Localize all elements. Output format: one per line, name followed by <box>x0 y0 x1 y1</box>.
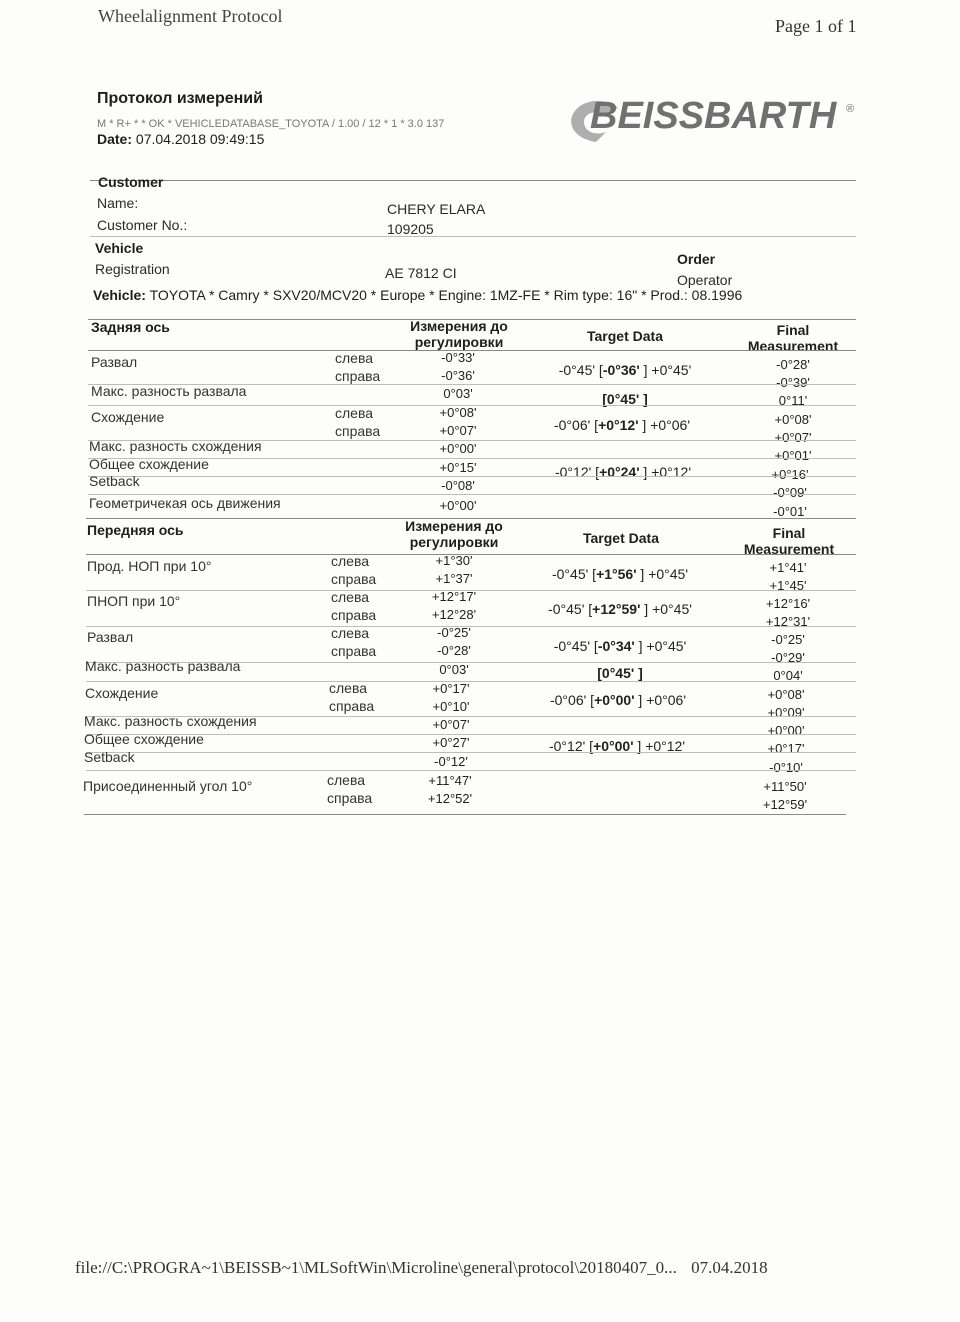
front-col-measured <box>384 518 524 550</box>
footer-path: file://C:\PROGRA~1\BEISSB~1\MLSoftWin\Microline\general\protocol\20180407_0... <box>75 1258 677 1277</box>
front-setback-final: -0°10' <box>769 760 803 775</box>
front-included-left-value: +11°47' <box>428 773 472 788</box>
rear-camber-final-right: -0°39' <box>776 375 810 390</box>
front-total-toe-label: Общее схождение <box>84 731 204 747</box>
rear-camber-target <box>525 362 725 378</box>
front-sai-target <box>520 601 720 617</box>
front-caster-right-side: справа <box>331 571 377 587</box>
target-nominal: +0°00' <box>593 738 634 754</box>
rear-camber-diff-final: 0°11' <box>778 393 808 408</box>
rear-toe-diff-label: Макс. разность схождения <box>89 438 262 454</box>
divider <box>88 476 856 477</box>
front-col-final <box>729 525 849 557</box>
rear-col-measured <box>389 318 529 350</box>
front-toe-label: Схождение <box>85 685 159 701</box>
rear-camber-right-side: справа <box>335 368 381 384</box>
front-camber-final-left: -0°25' <box>771 632 805 647</box>
front-setback-value: -0°12' <box>434 754 468 769</box>
target-nominal: +12°59' <box>592 601 641 617</box>
rear-total-toe-value: +0°15' <box>439 460 477 475</box>
front-sai-final-left: +12°16' <box>765 596 811 611</box>
footer-file-path <box>75 1258 768 1278</box>
target-min: -0°06' [ <box>553 417 599 433</box>
front-sai-label: ПНОП при 10° <box>87 593 181 609</box>
rear-camber-diff-target: [0°45' ] <box>602 391 648 407</box>
rear-total-toe-final: +0°16' <box>771 467 809 482</box>
vehicle-description <box>93 287 742 303</box>
database-info: M * R+ * * OK * VEHICLEDATABASE_TOYOTA / 1.00 / 12 * 1 * 3.0 137 <box>97 118 445 130</box>
customer-name-value: CHERY ELARA <box>387 201 486 217</box>
front-camber-diff-value: 0°03' <box>439 662 469 677</box>
rear-camber-left-value: -0°33' <box>441 350 475 365</box>
rear-setback-label: Setback <box>89 473 140 489</box>
front-toe-final-left: +0°08' <box>767 687 805 702</box>
front-included-final-right: +12°59' <box>762 797 808 812</box>
target-nominal: +0°12' <box>598 417 639 433</box>
footer-date: 07.04.2018 <box>691 1258 768 1277</box>
logo-registered-mark: ® <box>846 103 855 115</box>
divider <box>86 770 856 771</box>
rear-toe-right-value: +0°07' <box>439 423 477 438</box>
front-toe-left-side: слева <box>329 680 368 696</box>
print-header-title: Wheelalignment Protocol <box>98 6 283 26</box>
target-min: -0°45' [ <box>551 566 597 582</box>
front-caster-target <box>520 566 720 582</box>
front-camber-label: Развал <box>87 629 134 645</box>
customer-section-title: Customer <box>98 174 164 190</box>
front-included-right-side: справа <box>327 790 373 806</box>
target-max: ] +0°45' <box>640 601 692 617</box>
registration-label: Registration <box>95 261 170 277</box>
customer-name-label: Name: <box>97 195 139 211</box>
target-min: -0°45' [ <box>558 362 603 378</box>
front-toe-right-value: +0°10' <box>432 699 470 714</box>
target-min: -0°45' [ <box>553 638 598 654</box>
target-nominal: -0°34' <box>597 638 635 654</box>
rear-toe-left-value: +0°08' <box>439 405 477 420</box>
front-toe-right-side: справа <box>329 698 375 714</box>
front-sai-right-side: справа <box>331 607 377 623</box>
document-date <box>97 131 264 147</box>
rear-col-measured-line1: Измерения до <box>410 318 508 334</box>
front-camber-diff-final: 0°04' <box>773 668 803 683</box>
target-max: ] +0°06' <box>634 692 687 708</box>
order-label: Order <box>677 251 716 267</box>
front-sai-left-side: слева <box>331 589 370 605</box>
front-toe-left-value: +0°17' <box>432 681 470 696</box>
rear-toe-left-side: слева <box>335 405 374 421</box>
print-header-page: Page 1 of 1 <box>775 16 857 36</box>
target-nominal: +1°56' <box>596 566 637 582</box>
rear-camber-label: Развал <box>91 354 138 370</box>
front-toe-diff-final: +0°00' <box>767 723 805 738</box>
target-max: ] +0°06' <box>638 417 691 433</box>
front-camber-right-value: -0°28' <box>437 643 471 658</box>
front-camber-diff-label: Макс. разность развала <box>85 658 241 674</box>
target-min: -0°12' [ <box>548 738 594 754</box>
front-sai-right-value: +12°28' <box>431 607 477 622</box>
date-label: Date: <box>97 131 133 147</box>
front-caster-label: Прод. НОП при 10° <box>87 558 212 574</box>
rear-toe-final-left: +0°08' <box>774 412 812 427</box>
rear-col-final-line2: Measurement <box>747 338 839 354</box>
divider <box>90 236 856 237</box>
rear-toe-label: Схождение <box>91 409 165 425</box>
target-max: ] +0°12' <box>639 464 692 480</box>
front-included-left-side: слева <box>327 772 366 788</box>
front-included-angle-label: Присоединенный угол 10° <box>83 778 253 794</box>
registration-value: AE 7812 CI <box>385 265 457 281</box>
document-title: Протокол измерений <box>97 90 263 107</box>
front-camber-final-right: -0°29' <box>771 650 805 665</box>
rear-thrust-axis-value: +0°00' <box>439 498 477 513</box>
rear-col-final-line1: Final <box>776 322 810 338</box>
rear-thrust-axis-label: Геометричекая ось движения <box>89 495 281 511</box>
rear-camber-final-left: -0°28' <box>776 357 810 372</box>
vehicle-line-value: TOYOTA * Camry * SXV20/MCV20 * Europe * Engine: 1MZ-FE * Rim type: 16" * Prod.: 08.1996 <box>149 287 743 303</box>
rear-setback-value: -0°08' <box>441 478 475 493</box>
front-toe-target <box>518 692 718 708</box>
target-max: ] +0°45' <box>634 638 687 654</box>
front-sai-left-value: +12°17' <box>431 589 477 604</box>
rear-col-target: Target Data <box>587 328 663 344</box>
target-min: -0°45' [ <box>548 601 593 617</box>
rear-toe-right-side: справа <box>335 423 381 439</box>
rear-camber-diff-label: Макс. разность развала <box>91 383 247 399</box>
front-col-measured-line2: регулировки <box>409 534 499 550</box>
divider <box>84 814 846 815</box>
target-nominal: -0°36' <box>602 362 640 378</box>
vehicle-line-label: Vehicle: <box>93 287 146 303</box>
rear-toe-target <box>522 417 722 433</box>
rear-total-toe-label: Общее схождение <box>89 456 209 472</box>
front-setback-label: Setback <box>84 749 135 765</box>
target-nominal: +0°00' <box>594 692 635 708</box>
rear-thrust-axis-final: -0°01' <box>773 504 807 519</box>
target-max: ] +0°45' <box>639 362 692 378</box>
rear-col-measured-line2: регулировки <box>414 334 504 350</box>
front-caster-final-left: +1°41' <box>769 560 807 575</box>
rear-toe-diff-value: +0°00' <box>439 441 477 456</box>
front-total-toe-final: +0°17' <box>767 741 805 756</box>
front-total-toe-value: +0°27' <box>432 735 470 750</box>
vehicle-section-title: Vehicle <box>95 240 144 256</box>
front-col-measured-line1: Измерения до <box>405 518 503 534</box>
front-caster-right-value: +1°37' <box>435 571 473 586</box>
front-caster-final-right: +1°45' <box>769 578 807 593</box>
front-camber-right-side: справа <box>331 643 377 659</box>
customer-number-value: 109205 <box>387 221 434 237</box>
front-toe-diff-value: +0°07' <box>432 717 470 732</box>
customer-number-label: Customer No.: <box>97 217 188 233</box>
front-camber-diff-target: [0°45' ] <box>597 665 643 681</box>
front-col-final-line2: Measurement <box>743 541 835 557</box>
target-max: ] +0°12' <box>633 738 686 754</box>
date-value: 07.04.2018 09:49:15 <box>135 131 265 147</box>
rear-setback-final: -0°09' <box>773 485 807 500</box>
rear-toe-diff-final: +0°01' <box>774 448 812 463</box>
target-min: -0°12' [ <box>554 464 600 480</box>
front-camber-left-value: -0°25' <box>437 625 471 640</box>
front-col-final-line1: Final <box>772 525 806 541</box>
rear-camber-diff-value: 0°03' <box>443 386 473 401</box>
rear-axle-title: Задняя ось <box>91 319 170 335</box>
front-sai-final-right: +12°31' <box>765 614 811 629</box>
front-caster-left-side: слева <box>331 553 370 569</box>
rear-camber-right-value: -0°36' <box>441 368 475 383</box>
front-camber-left-side: слева <box>331 625 370 641</box>
front-included-right-value: +12°52' <box>427 791 473 806</box>
beissbarth-logo <box>562 92 862 154</box>
front-caster-left-value: +1°30' <box>435 553 473 568</box>
front-toe-diff-label: Макс. разность схождения <box>84 713 257 729</box>
front-camber-target <box>520 638 720 654</box>
front-col-target: Target Data <box>583 530 659 546</box>
rear-camber-left-side: слева <box>335 350 374 366</box>
front-included-final-left: +11°50' <box>763 779 807 794</box>
target-min: -0°06' [ <box>549 692 595 708</box>
logo-wordmark: BEISSBARTH <box>590 95 837 137</box>
divider <box>86 752 856 753</box>
operator-label: Operator <box>677 272 733 288</box>
rear-toe-final-right: +0°07' <box>774 430 812 445</box>
front-axle-title: Передняя ось <box>87 522 184 538</box>
rear-total-toe-target <box>523 464 723 480</box>
target-nominal: +0°24' <box>599 464 640 480</box>
front-toe-final-right: +0°09' <box>767 705 805 720</box>
target-max: ] +0°45' <box>636 566 689 582</box>
divider <box>90 180 856 181</box>
